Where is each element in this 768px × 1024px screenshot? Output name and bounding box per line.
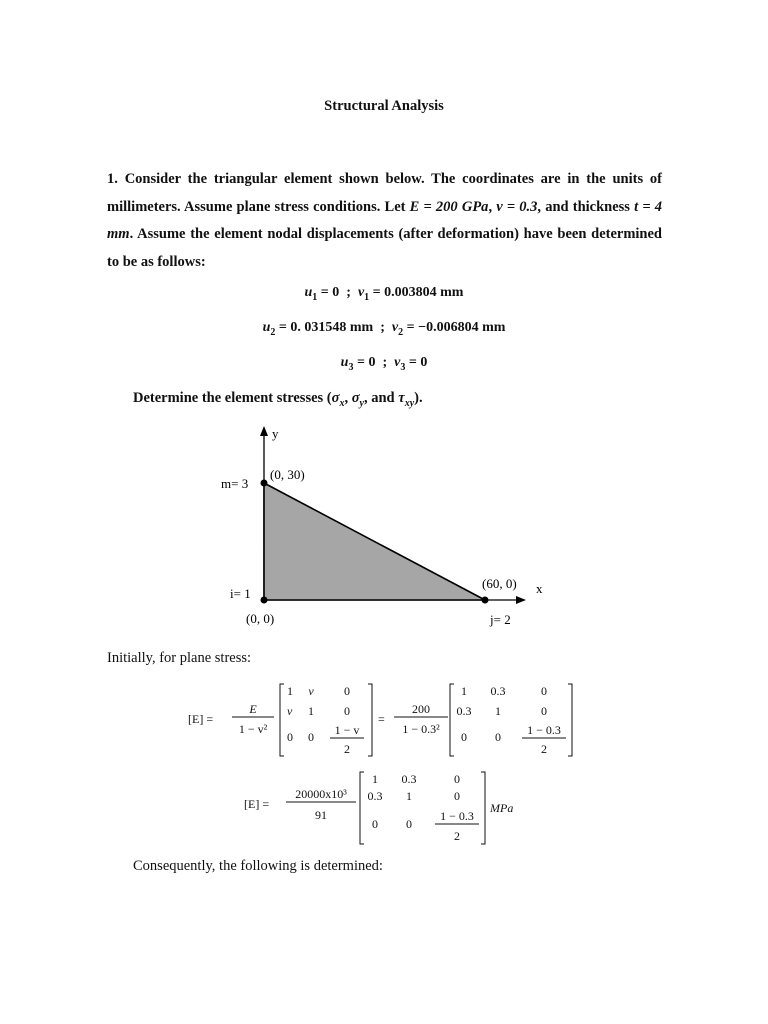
eq2-m-5: 0 [454,789,460,803]
eq1-m1-0: 1 [287,684,293,698]
eq1-m1-frac-den: 2 [344,742,350,756]
eq1-m2-2: 0 [541,684,547,698]
triangle-element [264,483,485,600]
consequently-text: Consequently, the following is determined: [133,858,383,874]
node-m [261,480,268,487]
displacement-line-2: $u_2 = 0$. 031548 mm ; $v_2 = -0.006804$ mm [262,320,506,338]
node-j [482,597,489,604]
problem-sep: , [488,198,497,215]
x-axis-arrow [516,596,526,604]
node-m-label: m= 3 [221,476,249,491]
eq1-m1-3: v [287,704,293,718]
eq1-m1-frac-num: 1 − v [334,723,360,737]
node-m-coords: (0, 30) [270,467,305,482]
eq2-m-4: 1 [406,789,412,803]
eq2-frac-den: 91 [315,808,327,822]
eq1-m1-7: 0 [308,730,314,744]
equation-2 [236,768,536,850]
eq1-m2-frac-num: 1 − 0.3 [527,723,561,737]
eq1-frac-den: 1 − v² [238,722,268,736]
node-j-label: j= 2 [490,612,511,627]
problem-statement [107,166,662,276]
node-j-coords: (60, 0) [482,576,517,591]
x-axis-label: x [536,581,543,596]
problem-nu-value: ν = 0.3 [496,198,538,215]
page-title: Structural Analysis [324,98,444,114]
eq1-frac-num: E [249,702,257,716]
eq1-m2-frac-den: 2 [541,742,547,756]
eq1-m2-6: 0 [461,730,467,744]
eq1-m2-3: 0.3 [456,704,472,718]
eq1-lhs: [E] = [188,712,214,726]
y-axis-arrow [260,426,268,436]
node-i-label: i= 1 [230,586,251,601]
eq2-frac-num: 20000x10³ [295,787,347,801]
eq1-m2-5: 0 [541,704,547,718]
eq2-m-2: 0 [454,772,460,786]
eq1-m1-6: 0 [287,730,293,744]
eq1-m2-0: 1 [461,684,467,698]
node-i [261,597,268,604]
eq2-m-0: 1 [372,772,378,786]
eq1-m2-1: 0.3 [490,684,506,698]
eq1-equals: = [378,712,385,726]
triangle-element-figure [210,420,570,635]
displacement-line-3: $u_3 = 0$ ; $v_3 = 0$ [340,355,428,373]
determine-stresses: Determine the element stresses ($\sigma_x$, $\sigma_y$, and $\tau_{xy}$). [133,390,423,409]
eq1-m2-4: 1 [495,704,501,718]
eq1-m1-2: 0 [344,684,350,698]
problem-intro-1: 1. Consider the triangular element shown below. The coordinates are in the units of millimeters. Assume plane stress conditions. Let [107,171,662,215]
problem-intro-3: . Assume the element nodal displacements (after deformation) have been determined to be as follows: [107,226,662,270]
problem-t-value: t = 4 mm [107,198,663,242]
eq2-m-6: 0 [372,817,378,831]
eq2-m-1: 0.3 [401,772,417,786]
equation-1 [180,680,600,762]
eq1-frac2-den: 1 − 0.3² [402,722,440,736]
initially-text: Initially, for plane stress: [107,650,252,666]
eq1-m1-4: 1 [308,704,314,718]
eq1-frac2-num: 200 [412,702,430,716]
eq1-m2-7: 0 [495,730,501,744]
eq2-lhs: [E] = [244,797,270,811]
eq2-unit: MPa [490,801,514,815]
displacement-line-1: $u_1 = 0$ ; $v_1 = 0.003804$ mm [304,285,464,303]
problem-intro-2: , and thickness [537,198,635,215]
node-i-coords: (0, 0) [246,611,275,626]
eq1-m1-5: 0 [344,704,350,718]
eq2-m-frac-den: 2 [454,829,460,843]
eq2-m-3: 0.3 [367,789,383,803]
eq2-m-7: 0 [406,817,412,831]
eq1-m1-1: v [308,684,314,698]
eq2-m-frac-num: 1 − 0.3 [440,809,474,823]
problem-e-value: E = 200 GPa [409,198,489,215]
y-axis-label: y [272,426,279,441]
